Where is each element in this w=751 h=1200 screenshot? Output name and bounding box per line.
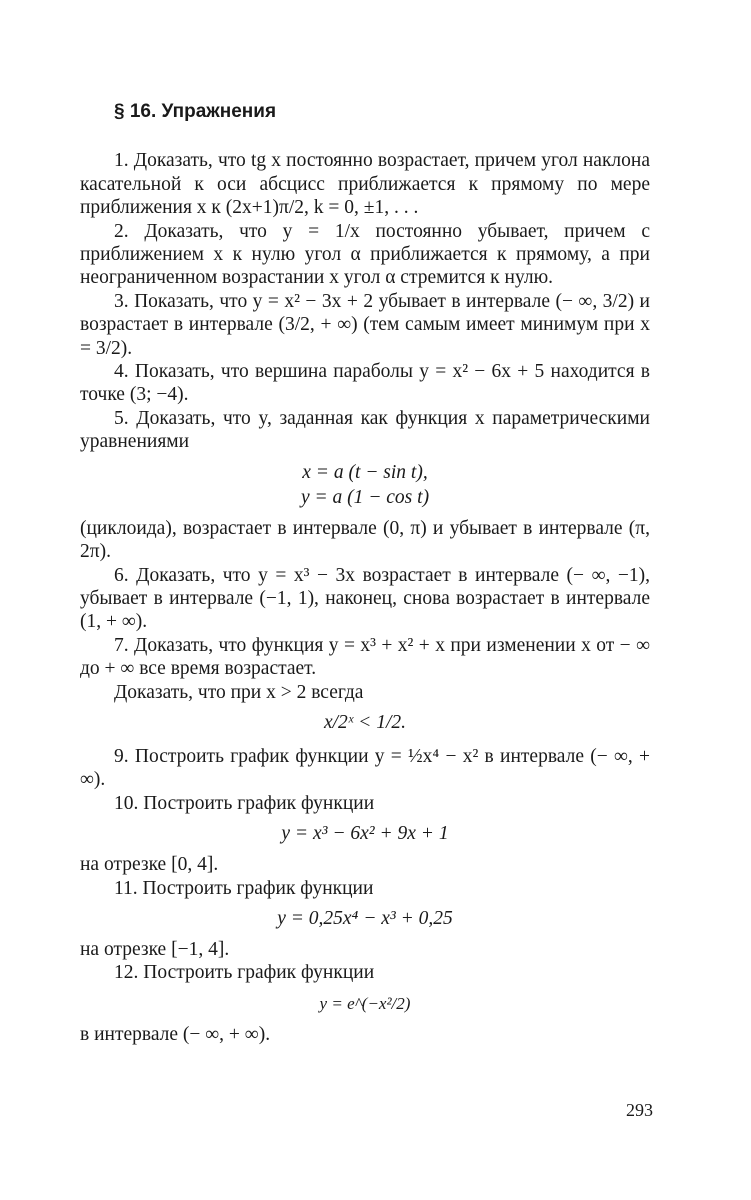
exercise-8: Доказать, что при x > 2 всегда (114, 681, 364, 703)
exercise-2: 2. Доказать, что y = 1/x постоянно убывает, причем с приближением x к нулю угол α приближается к прямому, а при неограниченном возрастании x угол α стремится к нулю. (80, 220, 650, 289)
exercise-3: 3. Показать, что y = x² − 3x + 2 убывает в интервале (− ∞, 3/2) и возрастает в интервале (3/2, + ∞) (тем самым имеет минимум при x = 3/2). (80, 290, 650, 359)
exercise-10-continuation: на отрезке [0, 4]. (80, 854, 219, 876)
section-heading: § 16. Упражнения (114, 101, 277, 122)
exercise-11-continuation: на отрезке [−1, 4]. (80, 938, 230, 960)
exercise-10-formula: y = x³ − 6x² + 9x + 1 (281, 823, 449, 845)
exercise-11: 11. Построить график функции (114, 877, 374, 899)
exercise-1: 1. Доказать, что tg x постоянно возрастает, причем угол наклона касательной к оси абсцисс приближается к прямому по мере приближения x к (2x+1)π/2, k = 0, ±1, . . . (80, 150, 650, 219)
exercise-8-formula: x/2ˣ < 1/2. (323, 711, 407, 733)
exercise-4: 4. Показать, что вершина параболы y = x² − 6x + 5 находится в точке (3; −4). (80, 361, 650, 406)
exercise-5-continuation: (циклоида), возрастает в интервале (0, π) и убывает в интервале (π, 2π). (80, 517, 650, 563)
formula-line: x = a (t − sin t), (302, 461, 428, 483)
exercise-5-formula (80, 460, 650, 510)
formula-line: y = a (1 − cos t) (300, 486, 430, 508)
exercise-9: 9. Построить график функции y = ½x⁴ − x² в интервале (− ∞, + ∞). (80, 745, 650, 791)
exercise-12: 12. Построить график функции (114, 962, 375, 984)
exercise-7: 7. Доказать, что функция y = x³ + x² + x при изменении x от − ∞ до + ∞ все время возрастает. (80, 634, 650, 680)
exercise-12-continuation: в интервале (− ∞, + ∞). (80, 1023, 271, 1045)
page-number: 293 (626, 1100, 653, 1120)
exercise-5: 5. Доказать, что y, заданная как функция x параметрическими уравнениями (80, 407, 650, 453)
page-content (80, 100, 650, 1046)
exercise-6: 6. Доказать, что y = x³ − 3x возрастает в интервале (− ∞, −1), убывает в интервале (−1, 1), наконец, снова возрастает в интервале (1, + ∞). (80, 564, 650, 633)
exercise-12-formula: y = e^(−x²/2) (319, 993, 411, 1013)
exercise-10: 10. Построить график функции (114, 792, 375, 814)
exercise-11-formula: y = 0,25x⁴ − x³ + 0,25 (277, 907, 453, 929)
